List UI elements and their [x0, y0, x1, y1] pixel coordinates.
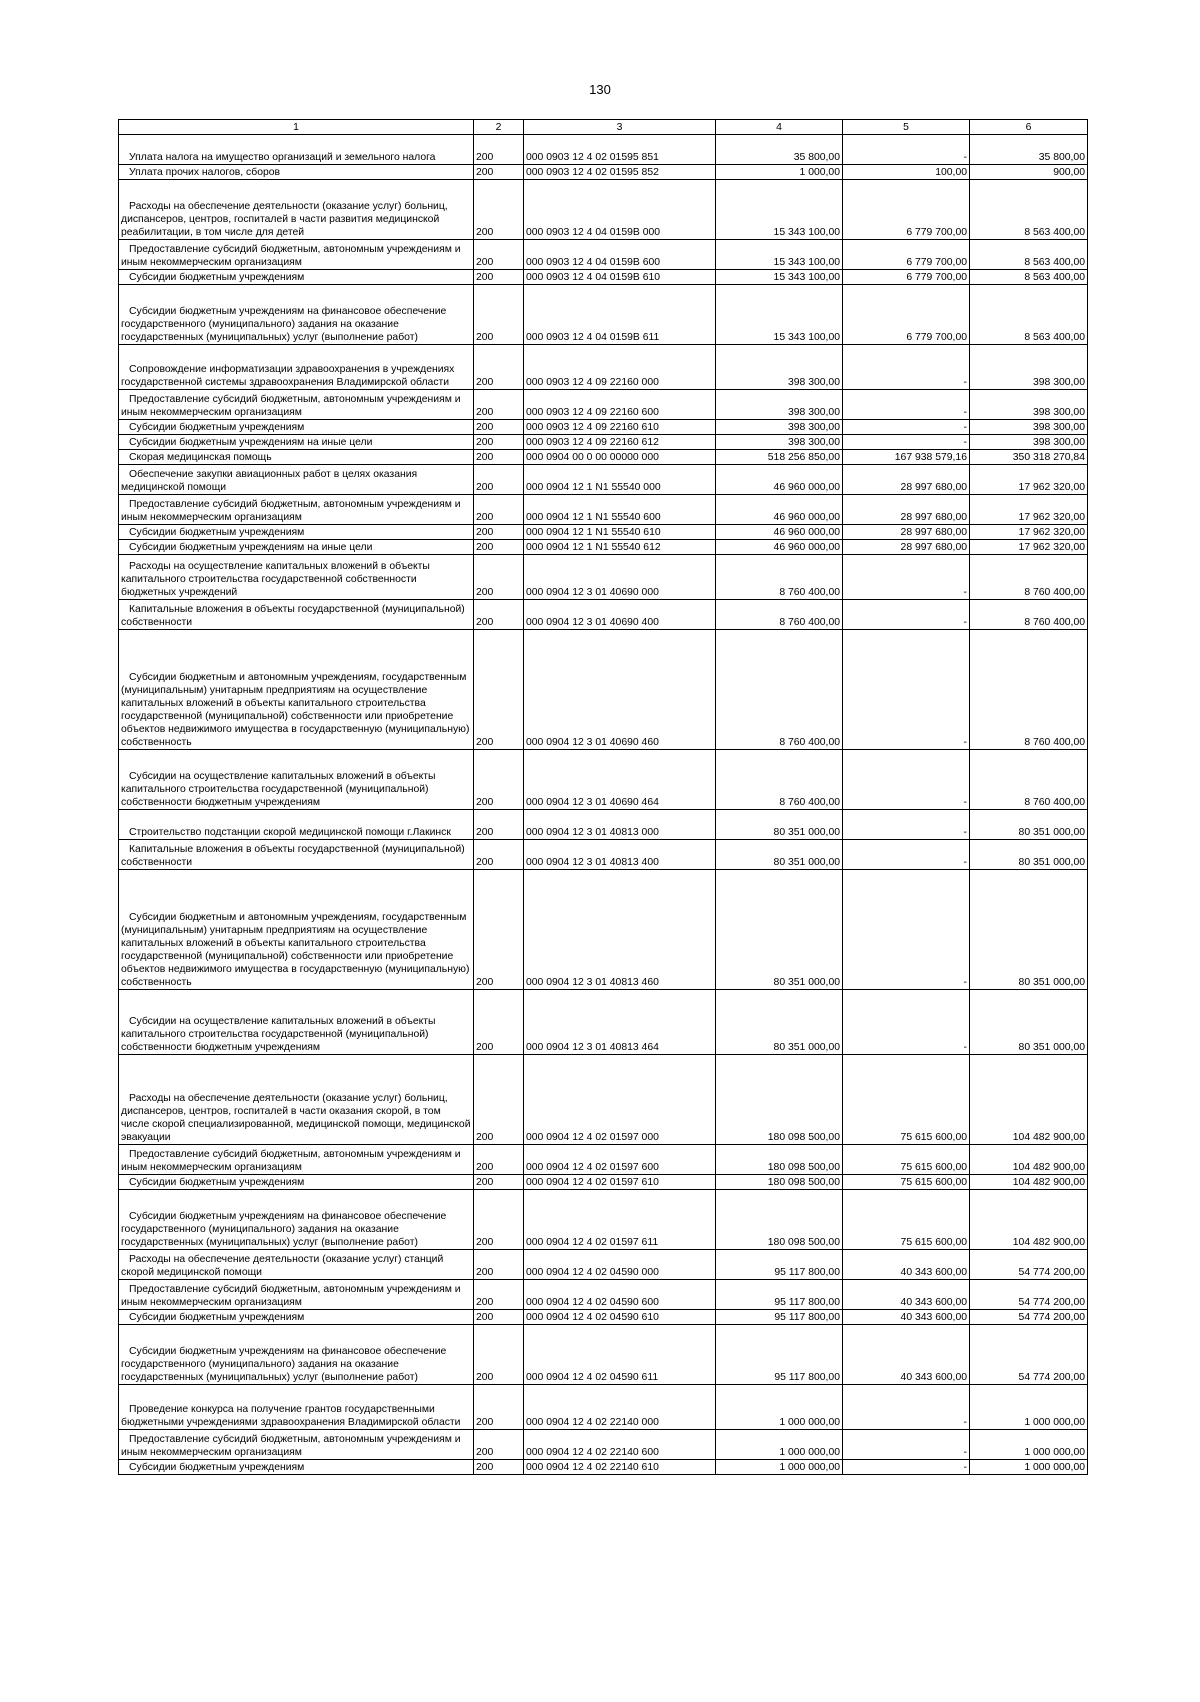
column-header-2: 2 [474, 120, 524, 135]
row-regional-cell: 54 774 200,00 [970, 1250, 1088, 1280]
row-name-cell [119, 1145, 474, 1175]
row-admin-cell: 200 [474, 495, 524, 525]
row-total-cell: 398 300,00 [716, 435, 843, 450]
row-admin-cell: 200 [474, 1145, 524, 1175]
row-regional-cell: 80 351 000,00 [970, 990, 1088, 1055]
row-name-cell [119, 840, 474, 870]
row-admin-cell: 200 [474, 540, 524, 555]
row-total-cell: 1 000 000,00 [716, 1385, 843, 1430]
table-row [119, 1190, 1088, 1250]
header-row [119, 120, 1088, 135]
row-federal-cell: - [843, 1430, 970, 1460]
row-name-cell [119, 390, 474, 420]
row-federal-cell: - [843, 750, 970, 810]
row-code-cell: 000 0904 12 1 N1 55540 000 [524, 465, 716, 495]
row-admin-cell: 200 [474, 180, 524, 240]
row-name-text: Субсидии бюджетным учреждениям на финансовое обеспечение государственного (муниципального) задания на оказание государственных (муниципальных) услуг (выполнение работ) [121, 306, 447, 343]
row-name-cell [119, 555, 474, 600]
row-name-cell [119, 450, 474, 465]
row-regional-cell: 80 351 000,00 [970, 870, 1088, 990]
row-regional-cell: 1 000 000,00 [970, 1460, 1088, 1475]
row-regional-cell: 1 000 000,00 [970, 1430, 1088, 1460]
row-admin-cell: 200 [474, 240, 524, 270]
row-name-text: Расходы на осуществление капитальных вложений в объекты капитального строительства государственной собственности бюджетных учреждений [121, 561, 430, 598]
row-code-cell: 000 0903 12 4 09 22160 000 [524, 345, 716, 390]
row-name-cell [119, 1250, 474, 1280]
row-regional-cell: 8 563 400,00 [970, 180, 1088, 240]
row-admin-cell: 200 [474, 1055, 524, 1145]
table-row [119, 180, 1088, 240]
row-code-cell: 000 0904 12 3 01 40813 464 [524, 990, 716, 1055]
row-name-cell [119, 750, 474, 810]
row-name-cell [119, 270, 474, 285]
row-name-text: Субсидии бюджетным учреждениям на иные цели [129, 437, 373, 448]
row-name-text: Сопровождение информатизации здравоохранения в учреждениях государственной системы здравоохранения Владимирской области [121, 364, 455, 388]
row-admin-cell: 200 [474, 870, 524, 990]
row-federal-cell: - [843, 135, 970, 165]
row-name-text: Субсидии бюджетным учреждениям [129, 527, 305, 538]
row-total-cell: 518 256 850,00 [716, 450, 843, 465]
row-regional-cell: 8 760 400,00 [970, 555, 1088, 600]
row-federal-cell: 75 615 600,00 [843, 1055, 970, 1145]
row-total-cell: 15 343 100,00 [716, 270, 843, 285]
row-name-text: Расходы на обеспечение деятельности (оказание услуг) больниц, диспансеров, центров, госпиталей в части оказания скорой, в том числе скорой специализированной, медицинской помощи, медицинской эвакуации [121, 1093, 471, 1143]
row-federal-cell: 40 343 600,00 [843, 1280, 970, 1310]
row-admin-cell: 200 [474, 270, 524, 285]
row-code-cell: 000 0903 12 4 02 01595 852 [524, 165, 716, 180]
row-name-text: Скорая медицинская помощь [129, 452, 272, 463]
table-row [119, 1325, 1088, 1385]
table-row [119, 525, 1088, 540]
row-federal-cell: 28 997 680,00 [843, 495, 970, 525]
table-row [119, 1055, 1088, 1145]
row-admin-cell: 200 [474, 1325, 524, 1385]
row-regional-cell: 17 962 320,00 [970, 495, 1088, 525]
row-federal-cell: - [843, 630, 970, 750]
row-federal-cell: - [843, 990, 970, 1055]
row-code-cell: 000 0904 12 3 01 40690 000 [524, 555, 716, 600]
row-name-cell [119, 990, 474, 1055]
page-number: 130 [589, 82, 611, 97]
row-code-cell: 000 0904 12 3 01 40813 000 [524, 810, 716, 840]
row-regional-cell: 398 300,00 [970, 390, 1088, 420]
row-federal-cell: - [843, 1385, 970, 1430]
row-name-cell [119, 285, 474, 345]
table-row [119, 840, 1088, 870]
row-federal-cell: 28 997 680,00 [843, 540, 970, 555]
row-federal-cell: 6 779 700,00 [843, 180, 970, 240]
table-row [119, 240, 1088, 270]
row-code-cell: 000 0903 12 4 09 22160 600 [524, 390, 716, 420]
row-federal-cell: 75 615 600,00 [843, 1175, 970, 1190]
row-federal-cell: - [843, 1460, 970, 1475]
row-admin-cell: 200 [474, 600, 524, 630]
row-admin-cell: 200 [474, 1280, 524, 1310]
row-regional-cell: 398 300,00 [970, 435, 1088, 450]
row-name-text: Субсидии бюджетным учреждениям на иные цели [129, 542, 373, 553]
row-name-text: Капитальные вложения в объекты государственной (муниципальной) собственности [121, 844, 465, 868]
row-total-cell: 180 098 500,00 [716, 1190, 843, 1250]
row-federal-cell: - [843, 420, 970, 435]
table-row [119, 630, 1088, 750]
row-total-cell: 80 351 000,00 [716, 990, 843, 1055]
row-admin-cell: 200 [474, 525, 524, 540]
table-row [119, 465, 1088, 495]
row-name-cell [119, 345, 474, 390]
row-name-cell [119, 1430, 474, 1460]
row-admin-cell: 200 [474, 135, 524, 165]
row-federal-cell: 75 615 600,00 [843, 1190, 970, 1250]
row-code-cell: 000 0903 12 4 04 0159В 611 [524, 285, 716, 345]
table-row [119, 390, 1088, 420]
row-name-text: Проведение конкурса на получение грантов государственными бюджетными учреждениями здравоохранения Владимирской области [121, 1404, 461, 1428]
row-federal-cell: 6 779 700,00 [843, 270, 970, 285]
row-regional-cell: 8 760 400,00 [970, 600, 1088, 630]
row-regional-cell: 398 300,00 [970, 420, 1088, 435]
row-name-text: Субсидии на осуществление капитальных вложений в объекты капитального строительства государственной (муниципальной) собственности бюджетным учреждениям [121, 1016, 436, 1053]
row-total-cell: 15 343 100,00 [716, 240, 843, 270]
row-admin-cell: 200 [474, 285, 524, 345]
row-regional-cell: 104 482 900,00 [970, 1145, 1088, 1175]
row-name-text: Субсидии бюджетным учреждениям [129, 272, 305, 283]
table-row [119, 270, 1088, 285]
column-header-5: 5 [843, 120, 970, 135]
row-name-text: Субсидии бюджетным учреждениям [129, 1177, 305, 1188]
row-code-cell: 000 0904 12 1 N1 55540 610 [524, 525, 716, 540]
row-regional-cell: 80 351 000,00 [970, 840, 1088, 870]
row-total-cell: 46 960 000,00 [716, 540, 843, 555]
row-name-text: Расходы на обеспечение деятельности (оказание услуг) станций скорой медицинской помощи [121, 1254, 444, 1278]
row-admin-cell: 200 [474, 810, 524, 840]
row-admin-cell: 200 [474, 1430, 524, 1460]
row-code-cell: 000 0904 12 3 01 40690 464 [524, 750, 716, 810]
row-total-cell: 95 117 800,00 [716, 1310, 843, 1325]
row-name-text: Расходы на обеспечение деятельности (оказание услуг) больниц, диспансеров, центров, госпиталей в части развития медицинской реабилитации, в том числе для детей [121, 201, 448, 238]
table-row [119, 1430, 1088, 1460]
row-code-cell: 000 0904 12 3 01 40813 460 [524, 870, 716, 990]
table-row [119, 870, 1088, 990]
row-admin-cell: 200 [474, 990, 524, 1055]
row-total-cell: 35 800,00 [716, 135, 843, 165]
row-admin-cell: 200 [474, 450, 524, 465]
table-row [119, 600, 1088, 630]
row-code-cell: 000 0903 12 4 04 0159В 610 [524, 270, 716, 285]
table-row [119, 345, 1088, 390]
row-total-cell: 46 960 000,00 [716, 525, 843, 540]
row-name-text: Капитальные вложения в объекты государственной (муниципальной) собственности [121, 604, 465, 628]
row-federal-cell: 28 997 680,00 [843, 465, 970, 495]
row-federal-cell: 40 343 600,00 [843, 1310, 970, 1325]
table-row [119, 555, 1088, 600]
row-admin-cell: 200 [474, 465, 524, 495]
row-regional-cell: 350 318 270,84 [970, 450, 1088, 465]
table-row [119, 495, 1088, 525]
row-code-cell: 000 0904 12 4 02 04590 000 [524, 1250, 716, 1280]
row-admin-cell: 200 [474, 165, 524, 180]
row-name-cell [119, 600, 474, 630]
table-row [119, 450, 1088, 465]
row-name-text: Предоставление субсидий бюджетным, автономным учреждениям и иным некоммерческим организациям [121, 244, 461, 268]
row-federal-cell: - [843, 870, 970, 990]
row-admin-cell: 200 [474, 420, 524, 435]
row-code-cell: 000 0904 12 4 02 22140 610 [524, 1460, 716, 1475]
row-regional-cell: 900,00 [970, 165, 1088, 180]
row-name-cell [119, 435, 474, 450]
table-row [119, 750, 1088, 810]
row-admin-cell: 200 [474, 435, 524, 450]
row-code-cell: 000 0904 12 4 02 01597 600 [524, 1145, 716, 1175]
row-federal-cell: - [843, 435, 970, 450]
row-code-cell: 000 0903 12 4 09 22160 610 [524, 420, 716, 435]
row-code-cell: 000 0904 12 4 02 22140 000 [524, 1385, 716, 1430]
row-name-cell [119, 1385, 474, 1430]
row-federal-cell: - [843, 840, 970, 870]
row-regional-cell: 54 774 200,00 [970, 1325, 1088, 1385]
table-row [119, 420, 1088, 435]
row-total-cell: 95 117 800,00 [716, 1280, 843, 1310]
row-regional-cell: 8 563 400,00 [970, 285, 1088, 345]
table-row [119, 1175, 1088, 1190]
row-federal-cell: 75 615 600,00 [843, 1145, 970, 1175]
row-total-cell: 180 098 500,00 [716, 1175, 843, 1190]
table-row [119, 285, 1088, 345]
row-name-text: Субсидии бюджетным учреждениям на финансовое обеспечение государственного (муниципального) задания на оказание государственных (муниципальных) услуг (выполнение работ) [121, 1211, 447, 1248]
row-total-cell: 1 000,00 [716, 165, 843, 180]
table-row [119, 1280, 1088, 1310]
row-name-text: Предоставление субсидий бюджетным, автономным учреждениям и иным некоммерческим организациям [121, 1284, 461, 1308]
row-regional-cell: 8 563 400,00 [970, 270, 1088, 285]
row-name-cell [119, 420, 474, 435]
row-name-cell [119, 240, 474, 270]
row-code-cell: 000 0903 12 4 02 01595 851 [524, 135, 716, 165]
row-name-cell [119, 165, 474, 180]
row-regional-cell: 104 482 900,00 [970, 1055, 1088, 1145]
row-code-cell: 000 0903 12 4 04 0159В 000 [524, 180, 716, 240]
row-federal-cell: - [843, 390, 970, 420]
row-name-text: Субсидии бюджетным учреждениям [129, 1462, 305, 1473]
row-name-text: Предоставление субсидий бюджетным, автономным учреждениям и иным некоммерческим организациям [121, 499, 461, 523]
table-row [119, 1250, 1088, 1280]
row-total-cell: 8 760 400,00 [716, 630, 843, 750]
row-regional-cell: 8 760 400,00 [970, 630, 1088, 750]
row-code-cell: 000 0904 12 4 02 22140 600 [524, 1430, 716, 1460]
row-regional-cell: 398 300,00 [970, 345, 1088, 390]
row-name-cell [119, 1280, 474, 1310]
row-code-cell: 000 0904 12 4 02 01597 000 [524, 1055, 716, 1145]
row-total-cell: 8 760 400,00 [716, 750, 843, 810]
row-federal-cell: 28 997 680,00 [843, 525, 970, 540]
row-total-cell: 8 760 400,00 [716, 555, 843, 600]
row-federal-cell: 100,00 [843, 165, 970, 180]
row-code-cell: 000 0904 12 3 01 40813 400 [524, 840, 716, 870]
row-admin-cell: 200 [474, 555, 524, 600]
row-total-cell: 46 960 000,00 [716, 465, 843, 495]
column-header-3: 3 [524, 120, 716, 135]
row-total-cell: 15 343 100,00 [716, 180, 843, 240]
table-row [119, 810, 1088, 840]
row-name-text: Уплата прочих налогов, сборов [129, 167, 281, 178]
row-admin-cell: 200 [474, 750, 524, 810]
budget-table [118, 119, 1088, 1475]
row-regional-cell: 54 774 200,00 [970, 1310, 1088, 1325]
row-name-text: Предоставление субсидий бюджетным, автономным учреждениям и иным некоммерческим организациям [121, 1434, 461, 1458]
row-code-cell: 000 0904 12 4 02 04590 611 [524, 1325, 716, 1385]
row-regional-cell: 8 760 400,00 [970, 750, 1088, 810]
row-code-cell: 000 0904 12 3 01 40690 460 [524, 630, 716, 750]
row-code-cell: 000 0904 12 3 01 40690 400 [524, 600, 716, 630]
row-code-cell: 000 0904 12 4 02 04590 610 [524, 1310, 716, 1325]
row-total-cell: 1 000 000,00 [716, 1460, 843, 1475]
row-name-text: Субсидии бюджетным и автономным учреждениям, государственным (муниципальным) унитарным предприятиям на осуществление капитальных вложений в объекты капитального строительства государственной (муниципальной) собственности или приобретение объектов недвижимого имущества в государственную (муниципальную) собственность [121, 912, 470, 988]
row-admin-cell: 200 [474, 1460, 524, 1475]
row-admin-cell: 200 [474, 1250, 524, 1280]
row-admin-cell: 200 [474, 1190, 524, 1250]
row-name-cell [119, 870, 474, 990]
row-code-cell: 000 0903 12 4 04 0159В 600 [524, 240, 716, 270]
row-total-cell: 180 098 500,00 [716, 1055, 843, 1145]
row-name-cell [119, 810, 474, 840]
row-federal-cell: - [843, 810, 970, 840]
row-admin-cell: 200 [474, 840, 524, 870]
row-total-cell: 80 351 000,00 [716, 810, 843, 840]
row-regional-cell: 35 800,00 [970, 135, 1088, 165]
row-name-text: Предоставление субсидий бюджетным, автономным учреждениям и иным некоммерческим организациям [121, 1149, 461, 1173]
row-name-text: Субсидии бюджетным учреждениям [129, 422, 305, 433]
row-name-cell [119, 1310, 474, 1325]
row-regional-cell: 54 774 200,00 [970, 1280, 1088, 1310]
row-name-cell [119, 135, 474, 165]
row-name-cell [119, 525, 474, 540]
row-name-text: Строительство подстанции скорой медицинской помощи г.Лакинск [129, 827, 451, 838]
row-name-cell [119, 1325, 474, 1385]
row-regional-cell: 80 351 000,00 [970, 810, 1088, 840]
column-header-6: 6 [970, 120, 1088, 135]
row-code-cell: 000 0903 12 4 09 22160 612 [524, 435, 716, 450]
row-regional-cell: 104 482 900,00 [970, 1190, 1088, 1250]
row-name-text: Субсидии на осуществление капитальных вложений в объекты капитального строительства государственной (муниципальной) собственности бюджетным учреждениям [121, 771, 436, 808]
row-regional-cell: 104 482 900,00 [970, 1175, 1088, 1190]
row-name-text: Уплата налога на имущество организаций и земельного налога [129, 152, 436, 163]
row-code-cell: 000 0904 12 4 02 01597 611 [524, 1190, 716, 1250]
row-name-text: Субсидии бюджетным учреждениям [129, 1312, 305, 1323]
row-name-text: Предоставление субсидий бюджетным, автономным учреждениям и иным некоммерческим организациям [121, 394, 461, 418]
row-code-cell: 000 0904 12 4 02 01597 610 [524, 1175, 716, 1190]
row-total-cell: 8 760 400,00 [716, 600, 843, 630]
row-regional-cell: 17 962 320,00 [970, 525, 1088, 540]
row-admin-cell: 200 [474, 1175, 524, 1190]
row-total-cell: 95 117 800,00 [716, 1325, 843, 1385]
row-name-cell [119, 1055, 474, 1145]
table-row [119, 990, 1088, 1055]
row-admin-cell: 200 [474, 1385, 524, 1430]
row-total-cell: 180 098 500,00 [716, 1145, 843, 1175]
table-row [119, 1385, 1088, 1430]
row-name-text: Субсидии бюджетным учреждениям на финансовое обеспечение государственного (муниципального) задания на оказание государственных (муниципальных) услуг (выполнение работ) [121, 1346, 447, 1383]
row-federal-cell: 40 343 600,00 [843, 1325, 970, 1385]
row-federal-cell: - [843, 600, 970, 630]
row-federal-cell: 40 343 600,00 [843, 1250, 970, 1280]
row-federal-cell: 6 779 700,00 [843, 285, 970, 345]
row-federal-cell: - [843, 345, 970, 390]
column-header-1: 1 [119, 120, 474, 135]
table-row [119, 1310, 1088, 1325]
row-name-cell [119, 180, 474, 240]
row-total-cell: 95 117 800,00 [716, 1250, 843, 1280]
row-federal-cell: 167 938 579,16 [843, 450, 970, 465]
row-name-cell [119, 1190, 474, 1250]
table-row [119, 540, 1088, 555]
row-code-cell: 000 0904 12 1 N1 55540 612 [524, 540, 716, 555]
row-admin-cell: 200 [474, 630, 524, 750]
table-row [119, 435, 1088, 450]
row-regional-cell: 8 563 400,00 [970, 240, 1088, 270]
row-name-cell [119, 495, 474, 525]
row-admin-cell: 200 [474, 390, 524, 420]
row-code-cell: 000 0904 00 0 00 00000 000 [524, 450, 716, 465]
row-total-cell: 398 300,00 [716, 420, 843, 435]
table-body [119, 135, 1088, 1475]
row-admin-cell: 200 [474, 345, 524, 390]
row-regional-cell: 17 962 320,00 [970, 465, 1088, 495]
row-code-cell: 000 0904 12 4 02 04590 600 [524, 1280, 716, 1310]
row-name-cell [119, 465, 474, 495]
row-federal-cell: 6 779 700,00 [843, 240, 970, 270]
row-total-cell: 1 000 000,00 [716, 1430, 843, 1460]
table-row [119, 165, 1088, 180]
row-total-cell: 80 351 000,00 [716, 870, 843, 990]
row-regional-cell: 17 962 320,00 [970, 540, 1088, 555]
row-federal-cell: - [843, 555, 970, 600]
row-name-cell [119, 540, 474, 555]
column-header-4: 4 [716, 120, 843, 135]
row-name-text: Обеспечение закупки авиационных работ в целях оказания медицинской помощи [121, 469, 418, 493]
table-row [119, 135, 1088, 165]
table-row [119, 1145, 1088, 1175]
row-admin-cell: 200 [474, 1310, 524, 1325]
row-name-text: Субсидии бюджетным и автономным учреждениям, государственным (муниципальным) унитарным предприятиям на осуществление капитальных вложений в объекты капитального строительства государственной (муниципальной) собственности или приобретение объектов недвижимого имущества в государственную (муниципальную) собственность [121, 672, 470, 748]
row-total-cell: 80 351 000,00 [716, 840, 843, 870]
row-total-cell: 398 300,00 [716, 345, 843, 390]
row-total-cell: 46 960 000,00 [716, 495, 843, 525]
row-regional-cell: 1 000 000,00 [970, 1385, 1088, 1430]
table-row [119, 1460, 1088, 1475]
row-name-cell [119, 630, 474, 750]
row-name-cell [119, 1175, 474, 1190]
row-total-cell: 15 343 100,00 [716, 285, 843, 345]
row-name-cell [119, 1460, 474, 1475]
row-code-cell: 000 0904 12 1 N1 55540 600 [524, 495, 716, 525]
row-total-cell: 398 300,00 [716, 390, 843, 420]
